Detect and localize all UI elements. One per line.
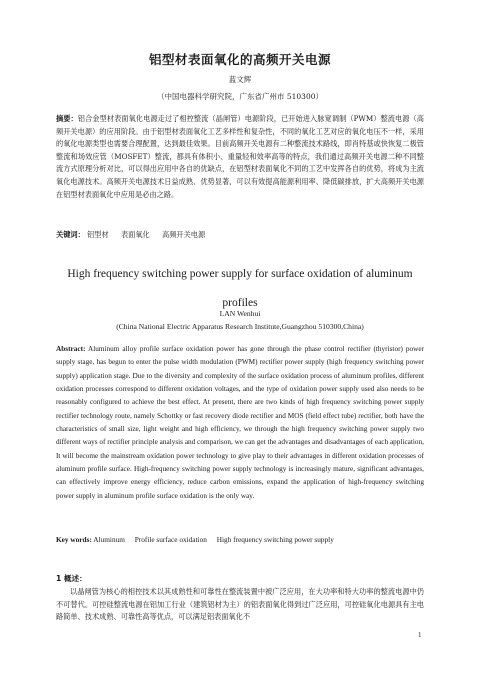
chinese-abstract-label: 摘要： — [56, 114, 78, 123]
english-keywords — [56, 535, 424, 544]
chinese-abstract-text: 铝合金型材表面氧化电源走过了相控整流（晶闸管）电源阶段，已开始进入脉宽调制（PWM）整流电源（高频开关电源）的应用阶段。由于铝型材表面氧化工艺多样性和复杂性，不同的氧化工艺对应的氧化电压不一样，采用的氧化电源类型也需要合理配置，达到最佳效果。目前高频开关电源有二种整流技术路线，即肖特基或快恢复二极管整流和场效应管（MOSFET）整流，都具有体积小、重量轻和效率高等的特点，我们通过高频开关电源二种不同整流方式原理分析对比，可以得出应用中各自的优缺点，在铝型材表面氧化不同的工艺中发挥各自的优势，将成为主流氧化电源技术。高频开关电源技术日益成熟、优势显著，可以有效提高能源利用率、降低碳排放，扩大高频开关电源在铝型材表面氧化中应用是必由之路。 — [56, 114, 424, 199]
chinese-keyword: 表面氧化 — [120, 230, 150, 239]
english-abstract — [56, 343, 424, 503]
chinese-keywords-label: 关键词： — [56, 230, 85, 239]
english-title: High frequency switching power supply for surface oxidation of aluminum profiles — [67, 268, 413, 309]
chinese-keyword: 高频开关电源 — [162, 230, 206, 239]
chinese-author: 蓝文辉 — [228, 75, 252, 84]
english-abstract-text: Aluminum alloy profile surface oxidation power has gone through the phase control rectifier (thyristor) power supply stage, has begun to enter the pulse width modulation (PWM) rectifier power supply (high frequency switching power supply) application stage. Due to the diversity and complexity of the surface oxidation process of aluminum profiles, different oxidation processes correspond to different oxidation voltages, and the type of oxidation power supply used also needs to be reasonably configured to achieve the best effect. At present, there are two kinds of high frequency switching power supply rectifier technology route, namely Schottky or fast recovery diode rectifier and MOS (field effect tube) rectifier, both have the characteristics of small size, light weight and high efficiency, we through the high frequency switching power supply two different ways of rectifier principle analysis and comparison, we can get the advantages and disadvantages of each application, It will become the mainstream oxidation power technology to give play to their advantages in different oxidation processes of aluminum profile surface. High-frequency switching power supply technology is increasingly mature, significant advantages, can effectively improve energy efficiency, reduce carbon emissions, expand the application of high-frequency switching power supply in aluminum profile surface oxidation is the only way. — [56, 345, 424, 500]
english-author: LAN Wenhui — [219, 309, 261, 318]
english-abstract-label: Abstract: — [56, 345, 86, 353]
section-body-text: 以晶闸管为核心的相控技术以其成熟性和可靠性在整流装置中被广泛应用，在大功率和特大功率的整流电源中仍不可替代。可控硅整流电源在铝加工行业（建筑铝材为主）的铝表面氧化得到过广泛应用，可控硅氧化电源具有主电路简单、技术成熟、可靠性高等优点，可以满足铝表面氧化不 — [56, 587, 424, 622]
chinese-title: 铝型材表面氧化的高频开关电源 — [148, 52, 331, 67]
section-heading: 1 概述： — [56, 574, 87, 583]
english-keywords-label: Key words: — [56, 535, 92, 544]
chinese-keywords — [56, 230, 424, 240]
chinese-abstract — [56, 113, 424, 201]
chinese-keyword: 铝型材 — [87, 230, 109, 239]
english-keyword: High frequency switching power supply — [216, 535, 334, 544]
english-keyword: Profile surface oxidation — [134, 535, 207, 544]
english-keyword: Aluminum — [93, 535, 125, 544]
page-number: 1 — [418, 631, 422, 639]
chinese-affiliation: （中国电器科学研究院，广东省广州市 510300） — [156, 92, 323, 101]
english-affiliation: (China National Electric Apparatus Research Institute,Guangzhou 510300,China) — [116, 322, 364, 331]
